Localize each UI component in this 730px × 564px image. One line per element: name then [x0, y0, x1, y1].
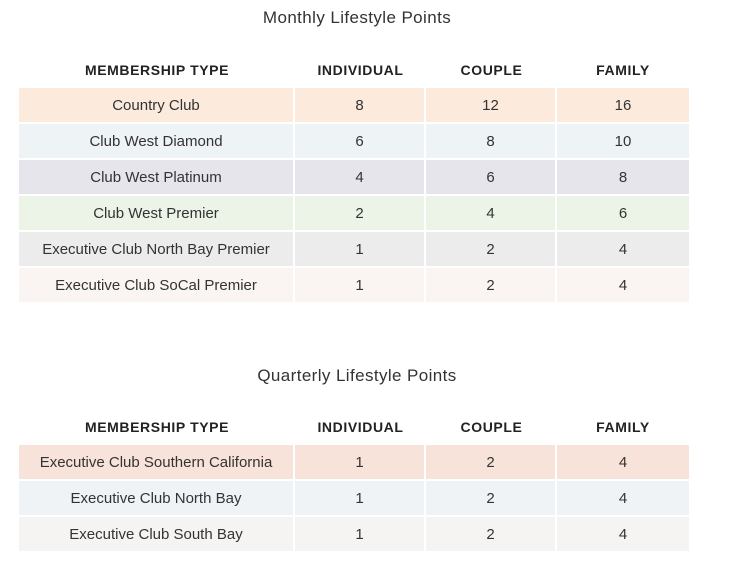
header-couple: COUPLE — [426, 409, 557, 445]
header-membership-type: MEMBERSHIP TYPE — [19, 409, 295, 445]
couple-cell: 12 — [426, 88, 557, 124]
table-row — [19, 124, 689, 160]
monthly-points-table — [19, 52, 689, 304]
table-row — [19, 160, 689, 196]
table-header-row — [19, 52, 689, 88]
quarterly-points-title: Quarterly Lifestyle Points — [257, 366, 457, 385]
individual-cell: 1 — [295, 517, 426, 553]
couple-cell: 2 — [426, 517, 557, 553]
header-individual: INDIVIDUAL — [295, 409, 426, 445]
family-cell: 8 — [557, 160, 689, 196]
individual-cell: 4 — [295, 160, 426, 196]
couple-cell: 2 — [426, 481, 557, 517]
monthly-points-title: Monthly Lifestyle Points — [262, 8, 452, 27]
membership-type-cell: Executive Club Southern California — [19, 445, 295, 481]
membership-type-cell: Executive Club North Bay Premier — [19, 232, 295, 268]
table-row — [19, 88, 689, 124]
family-cell: 6 — [557, 196, 689, 232]
couple-cell: 6 — [426, 160, 557, 196]
individual-cell: 1 — [295, 268, 426, 304]
header-individual: INDIVIDUAL — [295, 52, 426, 88]
couple-cell: 2 — [426, 268, 557, 304]
table-row — [19, 481, 689, 517]
header-couple: COUPLE — [426, 52, 557, 88]
membership-type-cell: Executive Club SoCal Premier — [19, 268, 295, 304]
table-row — [19, 517, 689, 553]
couple-cell: 2 — [426, 445, 557, 481]
family-cell: 16 — [557, 88, 689, 124]
family-cell: 4 — [557, 445, 689, 481]
individual-cell: 1 — [295, 481, 426, 517]
table-header-row — [19, 409, 689, 445]
membership-type-cell: Club West Premier — [19, 196, 295, 232]
membership-type-cell: Executive Club South Bay — [19, 517, 295, 553]
couple-cell: 2 — [426, 232, 557, 268]
family-cell: 4 — [557, 481, 689, 517]
couple-cell: 8 — [426, 124, 557, 160]
membership-type-cell: Club West Diamond — [19, 124, 295, 160]
individual-cell: 6 — [295, 124, 426, 160]
header-family: FAMILY — [557, 409, 689, 445]
couple-cell: 4 — [426, 196, 557, 232]
individual-cell: 8 — [295, 88, 426, 124]
membership-type-cell: Country Club — [19, 88, 295, 124]
family-cell: 10 — [557, 124, 689, 160]
individual-cell: 1 — [295, 232, 426, 268]
individual-cell: 1 — [295, 445, 426, 481]
membership-type-cell: Executive Club North Bay — [19, 481, 295, 517]
table-row — [19, 196, 689, 232]
family-cell: 4 — [557, 517, 689, 553]
quarterly-points-table — [19, 409, 689, 553]
header-family: FAMILY — [557, 52, 689, 88]
family-cell: 4 — [557, 268, 689, 304]
table-row — [19, 232, 689, 268]
table-row — [19, 445, 689, 481]
membership-type-cell: Club West Platinum — [19, 160, 295, 196]
family-cell: 4 — [557, 232, 689, 268]
individual-cell: 2 — [295, 196, 426, 232]
header-membership-type: MEMBERSHIP TYPE — [19, 52, 295, 88]
table-row — [19, 268, 689, 304]
